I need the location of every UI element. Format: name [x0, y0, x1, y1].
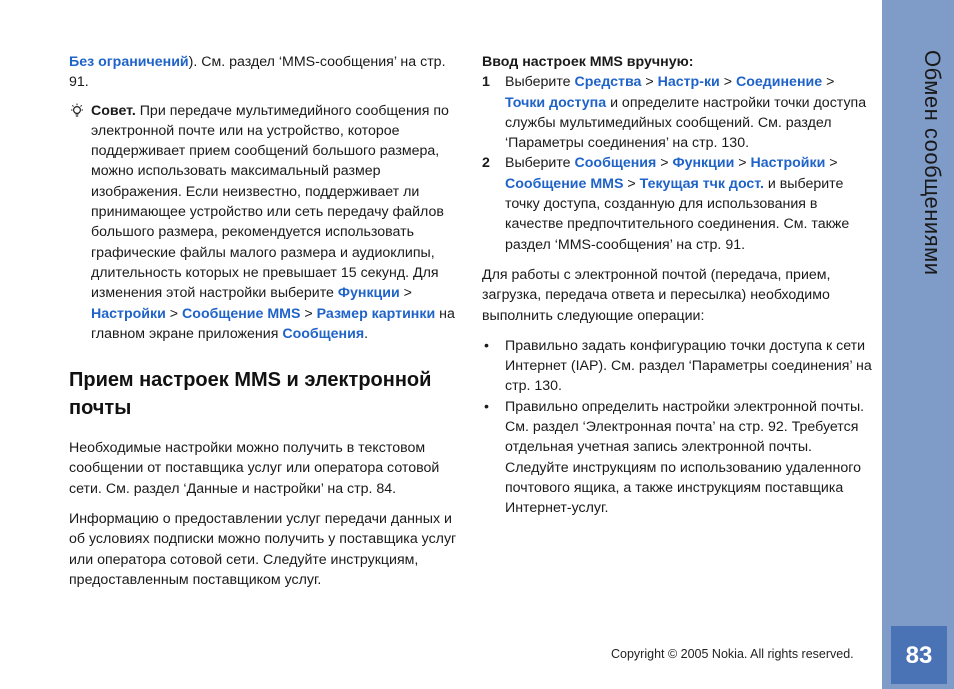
link-settings[interactable]: Настройки [91, 305, 166, 322]
intro-paragraph [69, 52, 461, 93]
bullet-text: Правильно задать конфигурацию точки доступа к сети Интернет (IAP). См. раздел ‘Параметры соединения’ на стр. 130. [505, 337, 872, 395]
link-mms-message[interactable]: Сообщение MMS [182, 305, 301, 322]
step-text: и определите настройки точки доступа службы мультимедийных сообщений. См. раздел ‘Параметры соединения’ на стр. 130. [505, 94, 867, 152]
step-text: Выберите [505, 155, 575, 172]
link-mms-message[interactable]: Сообщение MMS [505, 175, 624, 192]
tip-paragraph [91, 101, 461, 345]
left-column [69, 52, 461, 590]
sep: > [734, 155, 751, 172]
sep: > [822, 74, 835, 91]
tip-text-2: на главном экране приложения [91, 305, 455, 342]
link-image-size[interactable]: Размер картинки [316, 305, 436, 322]
intro-text: ). См. раздел ‘MMS-сообщения’ на стр. 91. [69, 54, 446, 91]
bullet-item-2 [482, 397, 874, 519]
sep: > [623, 175, 640, 192]
page-number: 83 [891, 626, 947, 684]
link-messages[interactable]: Сообщения [282, 325, 365, 342]
step-text: Выберите [505, 74, 575, 91]
link-unlimited[interactable]: Без ограничений [69, 54, 189, 70]
tip-bulb-icon [69, 103, 85, 119]
email-paragraph: Для работы с электронной почтой (передача, прием, загрузка, передача ответа и пересылка) необходимо выполнить следующие операции: [482, 266, 831, 324]
bullet-icon: • [484, 337, 489, 354]
body-paragraph-2: Информацию о предоставлении услуг передачи данных и об условиях подписки можно получить у поставщика услуг или оператора сотовой сети. Следуйте инструкциям, предоставленным поставщиком услуг. [69, 511, 457, 588]
sep: > [719, 74, 736, 91]
section-heading: Прием настроек MMS и электронной почты [69, 369, 432, 420]
step-1 [482, 72, 874, 153]
tip-text: При передаче мультимедийного сообщения по электронной почте или на устройство, которое поддерживает прием сообщений большого размера, можно использовать максимальный размер изображения. Если неизвестно, поддерживает ли принимающее устройство или сеть передачу файлов большого размера, рекомендуется использовать графические файлы малого размера и аудиоклипы, длительность которых не превышает 15 секунд. Для изменения этой настройки выберите [91, 102, 449, 302]
tip-end: . [364, 325, 369, 342]
link-functions[interactable]: Функции [337, 285, 400, 302]
link-access-points[interactable]: Точки доступа [505, 94, 607, 111]
sep: > [641, 74, 658, 91]
tip-label: Совет. [91, 102, 136, 119]
sep: > [399, 285, 412, 302]
sep: > [165, 305, 183, 322]
link-tools[interactable]: Средства [574, 74, 642, 91]
step-number: 1 [482, 74, 490, 91]
bullet-text: Правильно определить настройки электронной почты. См. раздел ‘Электронная почта’ на стр. 92. Требуется отдельная учетная запись электронной почты. Следуйте инструкциям по использованию удаленного почтового ящика, а также инструкциям поставщика Интернет-услуг. [505, 398, 865, 517]
chapter-title: Обмен сообщениями [920, 50, 945, 276]
link-functions[interactable]: Функции [672, 155, 735, 172]
body-paragraph-1: Необходимые настройки можно получить в текстовом сообщении от поставщика услуг или оператора сотовой сети. См. раздел ‘Данные и настройки’ на стр. 84. [69, 440, 440, 497]
step-2 [482, 153, 874, 254]
right-column [482, 52, 874, 519]
sep: > [825, 155, 838, 172]
link-settings[interactable]: Настройки [750, 155, 826, 172]
step-number: 2 [482, 155, 490, 172]
link-connection[interactable]: Соединение [735, 74, 823, 91]
sep: > [300, 305, 317, 322]
sep: > [656, 155, 673, 172]
copyright-footer: Copyright © 2005 Nokia. All rights reserved. [611, 647, 854, 661]
link-messages[interactable]: Сообщения [574, 155, 657, 172]
link-current-access-point[interactable]: Текущая тчк дост. [639, 175, 764, 192]
bullet-item-1 [482, 336, 874, 397]
link-settings-short[interactable]: Настр-ки [657, 74, 720, 91]
step-text: и выберите точку доступа, созданную для использования в качестве предпочтительного соединения. См. также раздел ‘MMS-сообщения’ на стр. 91. [505, 175, 850, 253]
bullet-icon: • [484, 398, 489, 415]
manual-setup-subheading: Ввод настроек MMS вручную: [482, 54, 694, 70]
